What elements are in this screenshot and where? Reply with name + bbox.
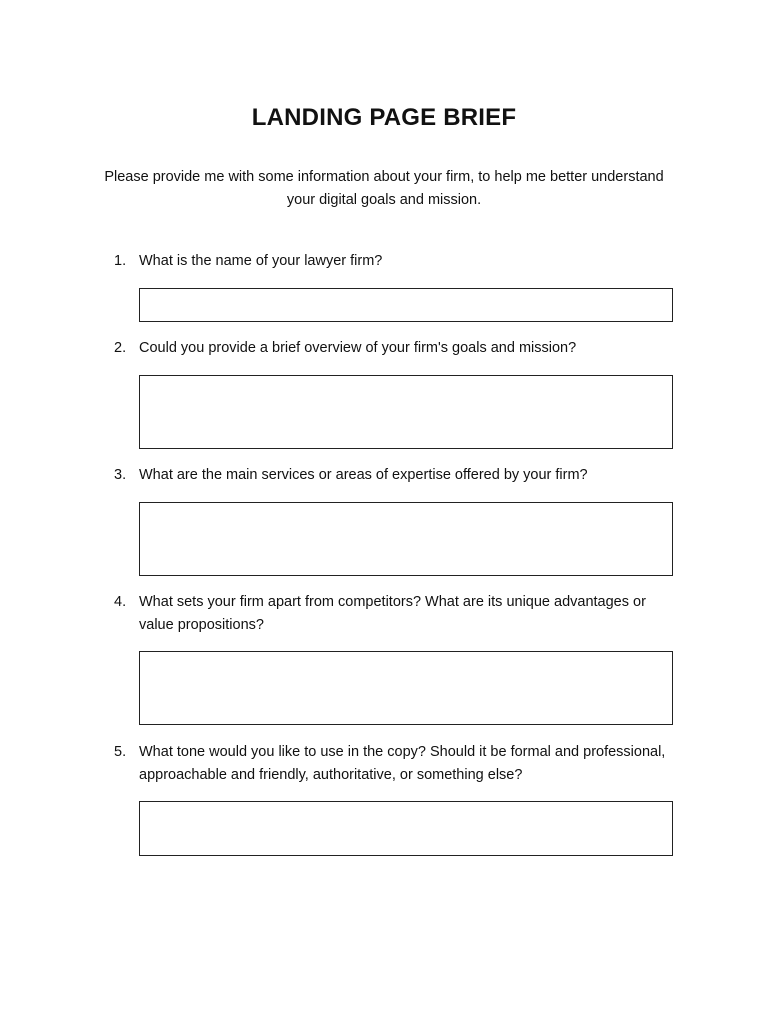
answer-5-field[interactable] — [139, 801, 673, 856]
question-2-text: Could you provide a brief overview of your firm's goals and mission? — [139, 340, 577, 356]
answer-1-field[interactable] — [139, 288, 673, 322]
question-4-number: 4. — [114, 594, 127, 610]
question-1-text: What is the name of your lawyer firm? — [139, 253, 383, 269]
question-5-number: 5. — [114, 744, 127, 760]
answer-4-field[interactable] — [139, 651, 673, 725]
intro-text: Please provide me with some information about your firm, to help me better understand your digital goals and mission. — [104, 169, 664, 208]
question-4 — [114, 591, 674, 637]
answer-3-field[interactable] — [139, 502, 673, 576]
question-1 — [114, 250, 674, 273]
question-2 — [114, 337, 674, 360]
question-5 — [114, 741, 674, 787]
answer-2-field[interactable] — [139, 375, 673, 449]
question-3-number: 3. — [114, 467, 127, 483]
question-3-text: What are the main services or areas of expertise offered by your firm? — [139, 467, 588, 483]
question-5-text: What tone would you like to use in the copy? Should it be formal and professional, approachable and friendly, authoritative, or something else? — [139, 744, 666, 783]
question-2-number: 2. — [114, 340, 127, 356]
question-3 — [114, 464, 674, 487]
question-1-number: 1. — [114, 253, 127, 269]
question-4-text: What sets your firm apart from competitors? What are its unique advantages or value propositions? — [139, 594, 646, 633]
page-title: LANDING PAGE BRIEF — [251, 104, 517, 131]
